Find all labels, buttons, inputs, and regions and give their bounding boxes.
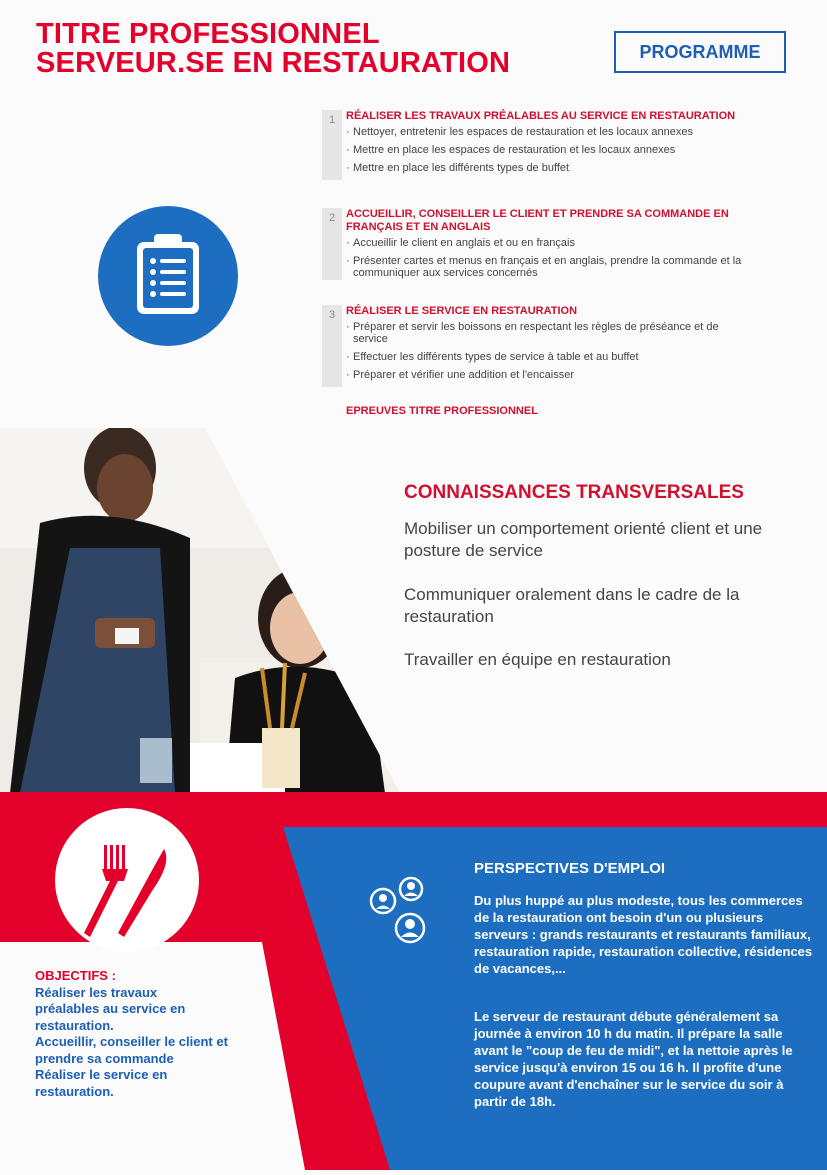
clipboard-icon (98, 206, 238, 346)
list-item: · Préparer et servir les boissons en respectant les règles de préséance et de service (346, 321, 753, 345)
programme-badge: PROGRAMME (614, 31, 786, 73)
people-network-icon (368, 876, 448, 946)
objectif-line: Réaliser les travaux préalables au service en restauration. (35, 984, 186, 1033)
title-line-1: TITRE PROFESSIONNEL (36, 18, 380, 50)
connaissances-title: CONNAISSANCES TRANSVERSALES (404, 482, 744, 503)
list-item: · Mettre en place les différents types de buffet (346, 162, 792, 174)
module-number: 1 (322, 110, 342, 180)
module-2 (322, 208, 792, 285)
objectifs-title: OBJECTIFS : (35, 968, 116, 983)
list-item: · Présenter cartes et menus en français et en anglais, prendre la commande et la communiquer aux services concernés (346, 255, 783, 279)
connaissance-item: Mobiliser un comportement orienté client et une posture de service (404, 519, 763, 560)
list-item: · Effectuer les différents types de service à table et au buffet (346, 351, 792, 363)
perspectives-title: PERSPECTIVES D'EMPLOI (474, 860, 666, 877)
page-title (36, 20, 510, 78)
module-title: ACCUEILLIR, CONSEILLER LE CLIENT ET PRENDRE SA COMMANDE EN FRANÇAIS ET EN ANGLAIS (346, 208, 729, 233)
restaurant-photo (0, 428, 400, 793)
list-item: · Nettoyer, entretenir les espaces de restauration et les locaux annexes (346, 126, 792, 138)
perspectives-paragraph-1: Du plus huppé au plus modeste, tous les commerces de la restauration ont besoin d'un ou plusieurs serveurs : grands restaurants et restaurants familiaux, restauration rapide, restauration collective, résidences de vacances,... (474, 893, 813, 976)
module-title: RÉALISER LES TRAVAUX PRÉALABLES AU SERVICE EN RESTAURATION (346, 110, 736, 122)
fork-knife-icon (52, 805, 202, 955)
module-number: 3 (322, 305, 342, 387)
list-item: · Accueillir le client en anglais et ou en français (346, 237, 792, 249)
connaissance-item: Communiquer oralement dans le cadre de la restauration (404, 585, 740, 626)
objectif-line: Accueillir, conseiller le client et prendre sa commande (35, 1034, 228, 1066)
title-line-2: SERVEUR.SE EN RESTAURATION (36, 47, 511, 79)
module-3 (322, 305, 792, 387)
objectifs-block (35, 968, 275, 1100)
module-title: RÉALISER LE SERVICE EN RESTAURATION (346, 305, 578, 317)
objectif-line: Réaliser le service en restauration. (35, 1067, 168, 1099)
list-item: · Mettre en place les espaces de restauration et les locaux annexes (346, 144, 792, 156)
list-item: · Préparer et vérifier une addition et l'encaisser (346, 369, 792, 381)
module-number: 2 (322, 208, 342, 280)
module-1 (322, 110, 792, 180)
perspectives-paragraph-2: Le serveur de restaurant débute généralement sa journée à environ 10 h du matin. Il prépare la salle avant le "coup de feu de midi", et la nettoie après le service jusqu'à environ 15 ou 16 h. Il profite d'une coupure avant d'enchaîner sur le service du soir à partir de 18h. (474, 1009, 793, 1109)
connaissance-item: Travailler en équipe en restauration (404, 650, 671, 669)
epreuves-heading: EPREUVES TITRE PROFESSIONNEL (346, 405, 538, 417)
